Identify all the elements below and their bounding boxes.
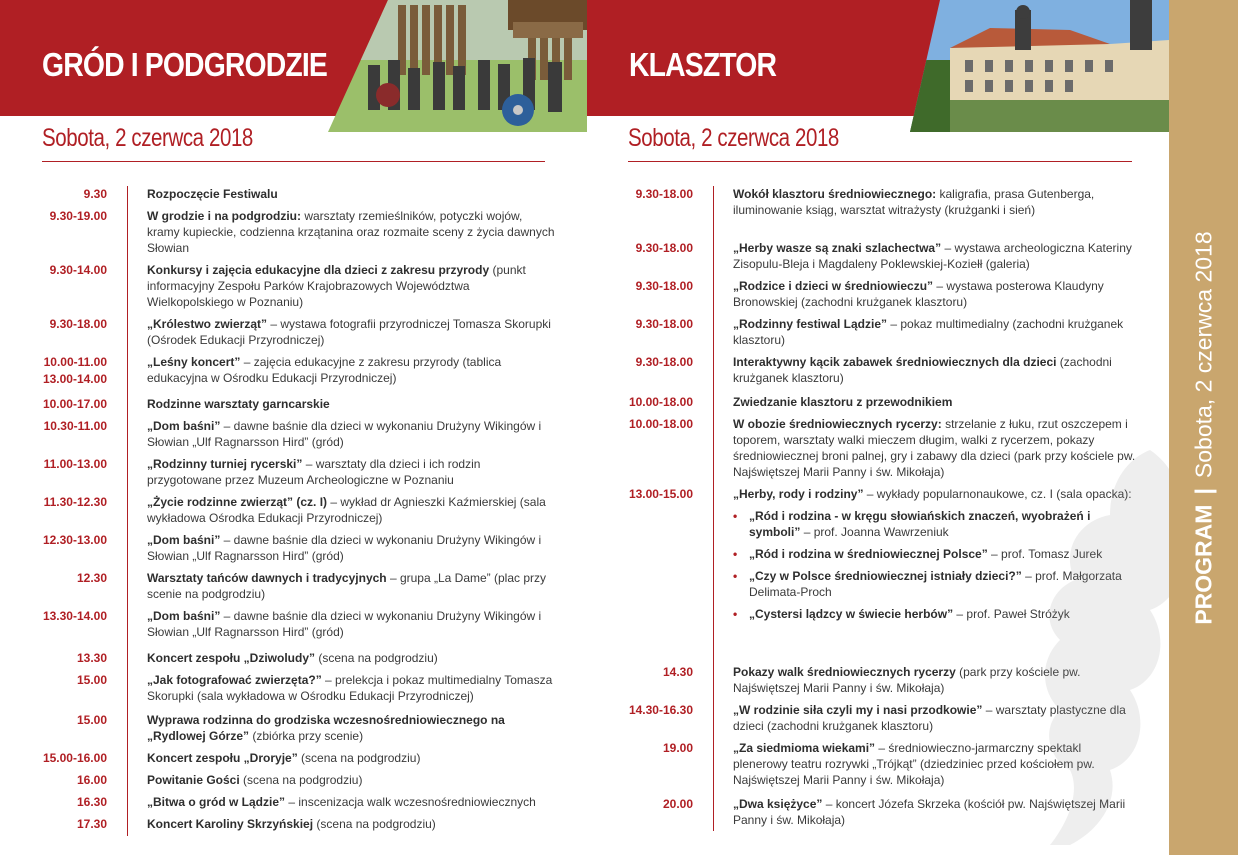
schedule-row bbox=[0, 712, 587, 744]
side-label bbox=[1190, 231, 1217, 624]
event-time: 9.30-18.00 bbox=[635, 241, 693, 255]
event-details: – wystawa archeologiczna Kateriny Zisopulu-Bleja i Magdaleny Poklewskiej-Koziełł (galeria) bbox=[733, 241, 1132, 271]
photo-monastery bbox=[910, 0, 1169, 132]
bullet-icon: • bbox=[733, 509, 738, 523]
event-title: „Rodzice i dzieci w średniowieczu” bbox=[733, 279, 934, 293]
event-description bbox=[147, 262, 557, 310]
event-time: 16.00 bbox=[76, 773, 107, 787]
event-title: Koncert zespołu „Droryje” bbox=[147, 751, 298, 765]
event-description bbox=[147, 532, 557, 564]
event-description bbox=[733, 394, 1138, 410]
event-details: – dawne baśnie dla dzieci w wykonaniu Drużyny Wikingów i Słowian „Ulf Ragnarsson Hird” (gród) bbox=[147, 533, 542, 563]
event-time: 9.30-18.00 bbox=[635, 187, 693, 201]
event-title: „Za siedmioma wiekami” bbox=[733, 741, 876, 755]
event-details: – dawne baśnie dla dzieci w wykonaniu Drużyny Wikingów i Słowian „Ulf Ragnarsson Hird” (gród) bbox=[147, 609, 542, 639]
schedule-row bbox=[0, 354, 587, 386]
event-description bbox=[147, 672, 557, 704]
schedule-row bbox=[0, 608, 587, 640]
schedule-row bbox=[0, 186, 587, 202]
event-description bbox=[147, 608, 557, 640]
schedule-row bbox=[0, 316, 587, 348]
event-title: Rodzinne warsztaty garncarskie bbox=[147, 397, 330, 411]
section-date: Sobota, 2 czerwca 2018 bbox=[628, 124, 839, 152]
section-klasztor bbox=[587, 0, 1169, 827]
event-title: „Dom baśni” bbox=[147, 419, 221, 433]
event-time: 9.30-18.00 bbox=[635, 355, 693, 369]
event-time: 11.00-13.00 bbox=[43, 457, 107, 471]
schedule-row bbox=[587, 278, 1169, 310]
lecture-speaker: – prof. Paweł Stróżyk bbox=[953, 607, 1070, 621]
event-time: 9.30-18.00 bbox=[635, 317, 693, 331]
event-title: Zwiedzanie klasztoru z przewodnikiem bbox=[733, 395, 953, 409]
event-details: – wystawa fotografii przyrodniczej Tomasza Skorupki (Ośrodek Edukacji Przyrodniczej) bbox=[147, 317, 551, 347]
event-description bbox=[147, 570, 557, 602]
schedule-row bbox=[0, 208, 587, 256]
event-time: 13.30-14.00 bbox=[42, 609, 107, 623]
lecture-title: „Ród i rodzina w średniowiecznej Polsce” bbox=[749, 547, 988, 561]
event-title: Rozpoczęcie Festiwalu bbox=[147, 187, 278, 201]
divider bbox=[628, 161, 1132, 162]
event-details: (zbiórka przy scenie) bbox=[249, 729, 364, 743]
event-title: „Bitwa o gród w Lądzie” bbox=[147, 795, 286, 809]
event-time: 9.30-18.00 bbox=[635, 279, 693, 293]
event-time: 15.00 bbox=[76, 713, 107, 727]
event-details: – warsztaty dla dzieci i ich rodzin przygotowane przez Muzeum Archeologiczne w Poznaniu bbox=[147, 457, 481, 487]
lecture-speaker: – prof. Małgorzata Delimata-Proch bbox=[749, 569, 1122, 599]
schedule-row bbox=[0, 418, 587, 450]
event-details: (scena na podgrodziu) bbox=[297, 751, 421, 765]
lecture-speaker: – prof. Joanna Wawrzeniuk bbox=[800, 525, 949, 539]
event-time: 15.00-16.00 bbox=[42, 751, 107, 765]
side-date: Sobota, 2 czerwca 2018 bbox=[1190, 230, 1216, 478]
lecture-speaker: – prof. Tomasz Jurek bbox=[987, 547, 1103, 561]
event-description bbox=[147, 712, 557, 744]
event-time: 19.00 bbox=[662, 741, 693, 755]
schedule-row bbox=[0, 456, 587, 488]
event-time: 14.30 bbox=[662, 665, 693, 679]
bullet-icon: • bbox=[733, 569, 738, 583]
event-description bbox=[147, 186, 557, 202]
event-time: 9.30 bbox=[83, 187, 107, 201]
event-title: „Rodzinny turniej rycerski” bbox=[147, 457, 303, 471]
event-description bbox=[147, 354, 557, 386]
event-time: 9.30-14.00 bbox=[49, 263, 107, 277]
event-details: – wystawa posterowa Klaudyny Bronowskiej (zachodni krużganek klasztoru) bbox=[733, 279, 1104, 309]
schedule-row bbox=[0, 650, 587, 666]
event-description bbox=[733, 278, 1138, 310]
event-time: 15.00 bbox=[76, 673, 107, 687]
schedule-row bbox=[587, 186, 1169, 218]
event-details: warsztaty rzemieślników, potyczki wojów, kramy kupieckie, codzienna krzątanina oraz rozmaite sceny z życia dawnych Słowian bbox=[147, 209, 555, 255]
event-time: 13.30 bbox=[76, 651, 107, 665]
event-details: (scena na podgrodziu) bbox=[239, 773, 363, 787]
event-description bbox=[147, 396, 557, 412]
event-time: 11.30-12.30 bbox=[43, 495, 107, 509]
event-description bbox=[147, 750, 557, 766]
schedule-row bbox=[0, 772, 587, 788]
event-title: Powitanie Gości bbox=[147, 773, 240, 787]
schedule-row bbox=[0, 494, 587, 526]
schedule-row bbox=[0, 262, 587, 310]
event-time: 10.30-11.00 bbox=[43, 419, 107, 433]
event-time: 16.30 bbox=[76, 795, 107, 809]
schedule-row bbox=[0, 396, 587, 412]
event-title: „Królestwo zwierząt” bbox=[147, 317, 268, 331]
event-title: „Herby wasze są znaki szlachectwa” bbox=[733, 241, 942, 255]
section-title: KLASZTOR bbox=[629, 46, 777, 83]
event-title: „Jak fotografować zwierzęta?” bbox=[147, 673, 322, 687]
event-time: 9.30-19.00 bbox=[49, 209, 107, 223]
event-title: „Dom baśni” bbox=[147, 609, 221, 623]
event-title: „Rodzinny festiwal Lądzie” bbox=[733, 317, 888, 331]
event-description bbox=[147, 494, 557, 526]
event-time: 10.00-11.00 13.00-14.00 bbox=[42, 355, 107, 386]
event-time: 10.00-18.00 bbox=[628, 417, 693, 431]
schedule-row bbox=[587, 394, 1169, 410]
schedule-row bbox=[0, 750, 587, 766]
event-title: Wokół klasztoru średniowiecznego: bbox=[733, 187, 937, 201]
lecture-title: „Ród i rodzina - w kręgu słowiańskich znaczeń, wyobrażeń i symboli” bbox=[749, 509, 1091, 539]
event-title: Konkursy i zajęcia edukacyjne dla dzieci z zakresu przyrody bbox=[147, 263, 490, 277]
event-details: – dawne baśnie dla dzieci w wykonaniu Drużyny Wikingów i Słowian „Ulf Ragnarsson Hird” (gród) bbox=[147, 419, 542, 449]
divider bbox=[42, 161, 545, 162]
side-program: PROGRAM bbox=[1190, 504, 1216, 625]
bullet-icon: • bbox=[733, 547, 738, 561]
event-details: kaligrafia, prasa Gutenberga, iluminowanie ksiąg, warsztat witrażysty (krużganki i sień) bbox=[733, 187, 1095, 217]
event-details: – grupa „La Dame” (plac przy scenie na podgrodziu) bbox=[147, 571, 547, 601]
event-title: „Życie rodzinne zwierząt” (cz. I) bbox=[147, 495, 328, 509]
event-details: – pokaz multimedialny (zachodni krużganek klasztoru) bbox=[733, 317, 1124, 347]
event-details: (punkt informacyjny Zespołu Parków Krajobrazowych Województwa Wielkopolskiego w Poznaniu) bbox=[147, 263, 526, 309]
event-title: „Leśny koncert” bbox=[147, 355, 241, 369]
schedule-row bbox=[587, 316, 1169, 348]
event-title: Warsztaty tańców dawnych i tradycyjnych bbox=[147, 571, 387, 585]
event-title: „Dom baśni” bbox=[147, 533, 221, 547]
event-time: 10.00-18.00 bbox=[628, 395, 693, 409]
schedule-row bbox=[0, 794, 587, 810]
event-description bbox=[733, 240, 1138, 272]
event-time: 12.30-13.00 bbox=[42, 533, 107, 547]
section-grod bbox=[0, 0, 587, 831]
event-time: 9.30-18.00 bbox=[49, 317, 107, 331]
side-separator: | bbox=[1190, 487, 1216, 495]
event-details: – prelekcja i pokaz multimedialny Tomasza Skorupki (sala wykładowa w Ośrodku Edukacji Przyrodniczej) bbox=[147, 673, 553, 703]
event-description bbox=[147, 208, 557, 256]
section-title: GRÓD I PODGRODZIE bbox=[42, 46, 327, 83]
event-details: – średniowieczno-jarmarczny spektakl plenerowy teatru rozrywki „Trójkąt” (dziedziniec przed kościołem pw. Najświętszej Marii Panny i św. Mikołaja) bbox=[733, 741, 1095, 787]
event-details: – wykłady popularnonaukowe, cz. I (sala opacka): bbox=[863, 487, 1132, 501]
event-details: – wykład dr Agnieszki Kaźmierskiej (sala wykładowa Ośrodka Edukacji Przyrodniczej) bbox=[147, 495, 546, 525]
lecture-title: „Cystersi lądzcy w świecie herbów” bbox=[749, 607, 954, 621]
event-description bbox=[733, 186, 1138, 218]
lecture-title: „Czy w Polsce średniowiecznej istniały dzieci?” bbox=[749, 569, 1022, 583]
event-title: Koncert Karoliny Skrzyńskiej bbox=[147, 817, 314, 831]
schedule-row bbox=[0, 532, 587, 564]
event-title: „Herby, rody i rodziny” bbox=[733, 487, 864, 501]
event-description bbox=[147, 816, 557, 832]
event-details: – warsztaty plastyczne dla dzieci (zachodni krużganek klasztoru) bbox=[733, 703, 1126, 733]
event-details: (scena na podgrodziu) bbox=[315, 651, 438, 665]
event-title: „W rodzinie siła czyli my i nasi przodkowie” bbox=[733, 703, 983, 717]
event-details: (scena na podgrodziu) bbox=[313, 817, 436, 831]
event-description bbox=[147, 650, 557, 666]
event-time: 14.30-16.30 bbox=[628, 703, 693, 717]
event-time: 17.30 bbox=[76, 817, 107, 831]
event-time: 10.00-17.00 bbox=[42, 397, 107, 411]
event-details: (park przy kościele pw. Najświętszej Marii Panny i św. Mikołaja) bbox=[733, 665, 1081, 695]
bullet-icon: • bbox=[733, 607, 738, 621]
schedule-row bbox=[587, 240, 1169, 272]
event-title: Interaktywny kącik zabawek średniowiecznych dla dzieci bbox=[733, 355, 1057, 369]
event-details: – inscenizacja walk wczesnośredniowiecznych bbox=[285, 795, 536, 809]
event-title: „Dwa księżyce” bbox=[733, 797, 823, 811]
event-details: (zachodni krużganek klasztoru) bbox=[733, 355, 1112, 385]
schedule-row bbox=[0, 816, 587, 832]
event-time: 12.30 bbox=[76, 571, 107, 585]
side-bar bbox=[1169, 0, 1238, 855]
event-title: Pokazy walk średniowiecznych rycerzy bbox=[733, 665, 956, 679]
event-description bbox=[147, 794, 557, 810]
schedule-row bbox=[587, 354, 1169, 386]
eagle-watermark-icon bbox=[1030, 440, 1190, 850]
event-details: – koncert Józefa Skrzeka (kościół pw. Najświętszej Marii Panny i św. Mikołaja) bbox=[733, 797, 1126, 827]
event-description bbox=[147, 418, 557, 450]
section-date: Sobota, 2 czerwca 2018 bbox=[42, 124, 253, 152]
schedule-row bbox=[0, 570, 587, 602]
event-time: 20.00 bbox=[662, 797, 693, 811]
event-description bbox=[733, 354, 1138, 386]
event-title: Wyprawa rodzinna do grodziska wczesnośredniowiecznego na „Rydlowej Górze” bbox=[147, 713, 505, 743]
event-description bbox=[733, 316, 1138, 348]
event-time: 13.00-15.00 bbox=[628, 487, 693, 501]
event-title: W grodzie i na podgrodziu: bbox=[147, 209, 301, 223]
schedule-row bbox=[0, 672, 587, 704]
event-description bbox=[147, 772, 557, 788]
event-details: – zajęcia edukacyjne z zakresu przyrody (tablica edukacyjna w Ośrodku Edukacji Przyrodniczej) bbox=[147, 355, 502, 385]
event-details: strzelanie z łuku, rzut oszczepem i toporem, warsztaty walki mieczem długim, walki z rycerzem, pokazy średniowiecznej broni palnej, gry i zabawy dla dzieci (park przy kościele pw. Najświętszej Marii Panny i św. Mikołaja) bbox=[733, 417, 1136, 479]
event-title: Koncert zespołu „Dziwoludy” bbox=[147, 651, 316, 665]
event-title: W obozie średniowiecznych rycerzy: bbox=[733, 417, 942, 431]
event-description bbox=[147, 456, 557, 488]
event-description bbox=[147, 316, 557, 348]
